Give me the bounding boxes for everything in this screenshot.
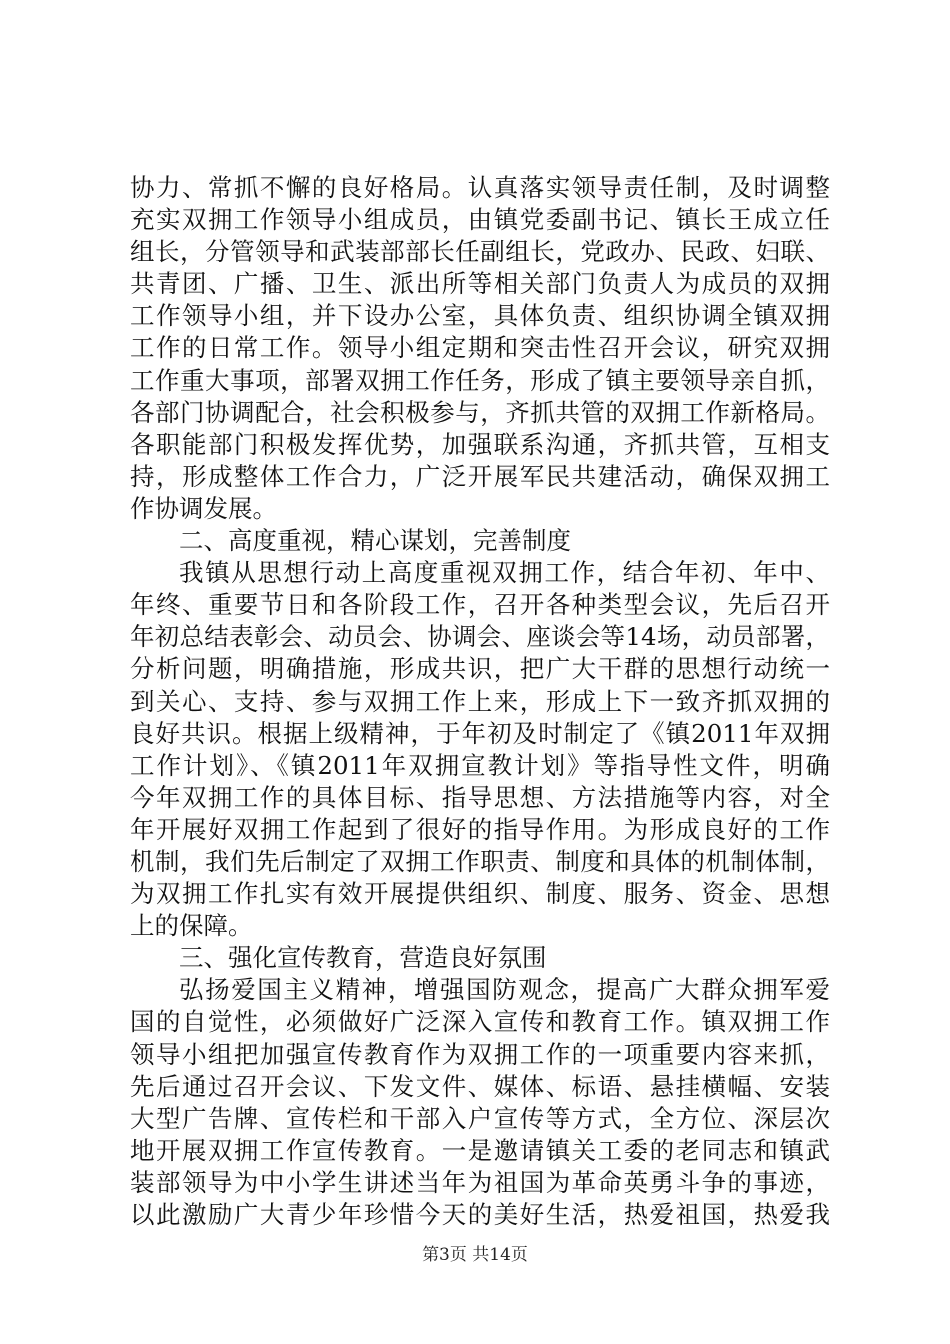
paragraph-line: 领导小组把加强宣传教育作为双拥工作的一项重要内容来抓，: [130, 1039, 830, 1069]
paragraph-line: 机制，我们先后制定了双拥工作职责、制度和具体的机制体制，: [130, 846, 830, 876]
paragraph-line: 持，形成整体工作合力，广泛开展军民共建活动，确保双拥工: [130, 461, 830, 491]
paragraph-line: 我镇从思想行动上高度重视双拥工作，结合年初、年中、: [179, 558, 830, 588]
paragraph-line: 年开展好双拥工作起到了很好的指导作用。为形成良好的工作: [130, 814, 830, 844]
paragraph-line: 共青团、广播、卫生、派出所等相关部门负责人为成员的双拥: [130, 269, 830, 299]
paragraph-line: 工作领导小组，并下设办公室，具体负责、组织协调全镇双拥: [130, 301, 830, 331]
paragraph-line: 各职能部门积极发挥优势，加强联系沟通，齐抓共管，互相支: [130, 429, 830, 459]
paragraph-line: 地开展双拥工作宣传教育。一是邀请镇关工委的老同志和镇武: [130, 1135, 830, 1165]
section-heading: 三、强化宣传教育，营造良好氛围: [179, 943, 547, 973]
paragraph-line: 今年双拥工作的具体目标、指导思想、方法措施等内容，对全: [130, 782, 830, 812]
paragraph-line: 大型广告牌、宣传栏和干部入户宣传等方式，全方位、深层次: [130, 1103, 830, 1133]
paragraph-line: 组长，分管领导和武装部部长任副组长，党政办、民政、妇联、: [130, 237, 830, 267]
paragraph-line: 工作重大事项，部署双拥工作任务，形成了镇主要领导亲自抓，: [130, 365, 830, 395]
page-footer: 第3页 共14页: [422, 1245, 528, 1265]
paragraph-line: 年终、重要节日和各阶段工作，召开各种类型会议，先后召开: [130, 590, 830, 620]
paragraph-line: 分析问题，明确措施，形成共识，把广大干群的思想行动统一: [130, 654, 830, 684]
paragraph-line: 国的自觉性，必须做好广泛深入宣传和教育工作。镇双拥工作: [130, 1007, 830, 1037]
paragraph-line: 协力、常抓不懈的良好格局。认真落实领导责任制，及时调整: [130, 173, 830, 202]
paragraph-line: 工作计划》、《镇2011年双拥宣教计划》等指导性文件，明确: [130, 750, 830, 780]
paragraph-line: 以此激励广大青少年珍惜今天的美好生活，热爱祖国，热爱我: [130, 1200, 830, 1229]
paragraph-line: 弘扬爱国主义精神，增强国防观念，提高广大群众拥军爱: [179, 975, 830, 1005]
document-body: [130, 172, 830, 1231]
paragraph-line: 作协调发展。: [130, 493, 277, 523]
section-heading: 二、高度重视，精心谋划，完善制度: [179, 526, 571, 556]
paragraph-line: 充实双拥工作领导小组成员，由镇党委副书记、镇长王成立任: [130, 205, 830, 235]
paragraph-line: 良好共识。根据上级精神，于年初及时制定了《镇2011年双拥: [130, 718, 830, 748]
paragraph-line: 装部领导为中小学生讲述当年为祖国为革命英勇斗争的事迹，: [130, 1167, 830, 1197]
paragraph-line: 到关心、支持、参与双拥工作上来，形成上下一致齐抓双拥的: [130, 686, 830, 716]
paragraph-line: 工作的日常工作。领导小组定期和突击性召开会议，研究双拥: [130, 333, 830, 363]
paragraph-line: 年初总结表彰会、动员会、协调会、座谈会等14场，动员部署，: [130, 622, 830, 652]
paragraph-line: 各部门协调配合，社会积极参与，齐抓共管的双拥工作新格局。: [130, 397, 830, 427]
paragraph-line: 上的保障。: [130, 911, 253, 941]
paragraph-line: 先后通过召开会议、下发文件、媒体、标语、悬挂横幅、安装: [130, 1071, 830, 1101]
paragraph-line: 为双拥工作扎实有效开展提供组织、制度、服务、资金、思想: [130, 879, 830, 909]
